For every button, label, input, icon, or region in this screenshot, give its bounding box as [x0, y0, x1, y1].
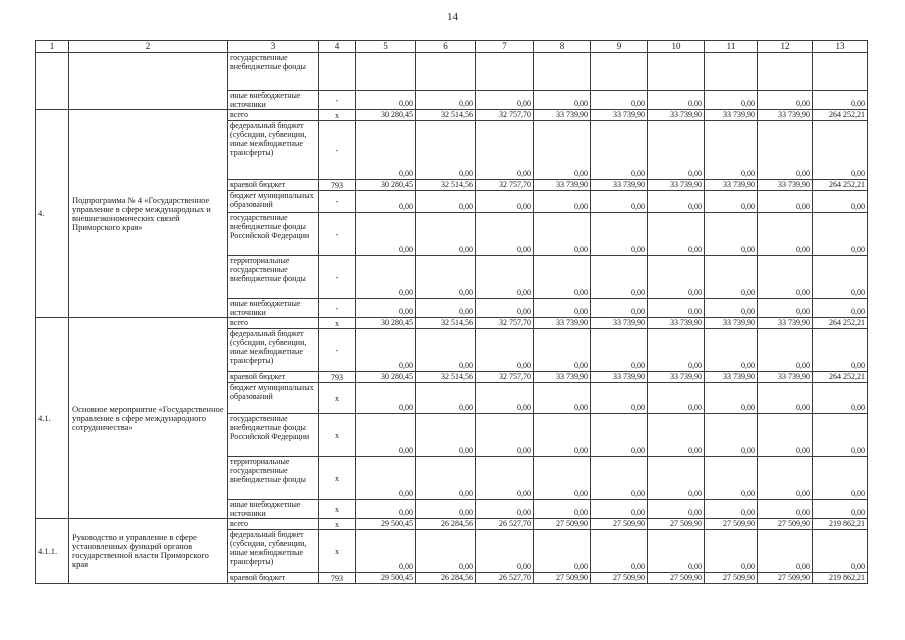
year-value: 33 739,90 [648, 180, 705, 191]
year-value: 0,00 [591, 530, 648, 573]
year-value: 30 280,45 [356, 318, 416, 329]
year-value: 0,00 [648, 91, 705, 110]
year-value: 0,00 [534, 530, 591, 573]
year-value: 0,00 [648, 500, 705, 519]
year-value: 0,00 [648, 191, 705, 213]
year-value [534, 53, 591, 91]
budget-code: x [319, 457, 356, 500]
year-value: 27 509,90 [534, 519, 591, 530]
year-value: 0,00 [758, 121, 813, 180]
year-value: 0,00 [648, 121, 705, 180]
year-value: 33 739,90 [705, 318, 758, 329]
budget-table [35, 40, 868, 584]
year-value: 0,00 [705, 91, 758, 110]
year-value: 33 739,90 [534, 110, 591, 121]
year-value: 0,00 [476, 91, 534, 110]
funding-source: территориальные государственные внебюджетные фонды [228, 256, 319, 299]
total-value: 264 252,21 [813, 180, 868, 191]
funding-source: государственные внебюджетные фонды [228, 53, 319, 91]
funding-source: краевой бюджет [228, 180, 319, 191]
item-name: Подпрограмма № 4 «Государственное управление в сфере международных и внешнеэкономических связей Приморского края» [69, 110, 228, 318]
year-value: 0,00 [648, 329, 705, 372]
year-value: 0,00 [416, 91, 476, 110]
year-value: 0,00 [416, 121, 476, 180]
year-value: 0,00 [591, 414, 648, 457]
year-value: 0,00 [356, 457, 416, 500]
year-value: 0,00 [758, 530, 813, 573]
column-number: 10 [648, 41, 705, 53]
column-number-row [36, 41, 868, 53]
year-value: 27 509,90 [534, 573, 591, 584]
column-number: 9 [591, 41, 648, 53]
year-value: 0,00 [356, 383, 416, 414]
year-value: 0,00 [416, 256, 476, 299]
year-value: 0,00 [356, 91, 416, 110]
total-value: 0,00 [813, 329, 868, 372]
year-value: 0,00 [591, 299, 648, 318]
year-value: 32 757,70 [476, 318, 534, 329]
funding-source: иные внебюджетные источники [228, 91, 319, 110]
year-value: 0,00 [648, 530, 705, 573]
column-number: 4 [319, 41, 356, 53]
column-number: 2 [69, 41, 228, 53]
year-value: 0,00 [591, 191, 648, 213]
year-value: 0,00 [476, 329, 534, 372]
year-value: 0,00 [758, 383, 813, 414]
year-value: 0,00 [591, 457, 648, 500]
item-name: Основное мероприятие «Государственное управление в сфере международного сотрудничества» [69, 318, 228, 519]
total-value: 0,00 [813, 121, 868, 180]
funding-source: государственные внебюджетные фонды Российской Федерации [228, 414, 319, 457]
year-value: 32 514,56 [416, 180, 476, 191]
year-value: 0,00 [476, 383, 534, 414]
column-number: 1 [36, 41, 69, 53]
year-value: 0,00 [534, 191, 591, 213]
year-value: 0,00 [476, 299, 534, 318]
year-value: 0,00 [534, 414, 591, 457]
year-value: 33 739,90 [705, 372, 758, 383]
year-value: 0,00 [758, 414, 813, 457]
budget-code: - [319, 299, 356, 318]
total-value: 0,00 [813, 91, 868, 110]
funding-source: краевой бюджет [228, 372, 319, 383]
funding-source: всего [228, 318, 319, 329]
year-value: 0,00 [705, 500, 758, 519]
year-value: 30 280,45 [356, 180, 416, 191]
year-value: 0,00 [758, 500, 813, 519]
total-value: 0,00 [813, 191, 868, 213]
funding-source: всего [228, 110, 319, 121]
year-value: 0,00 [591, 329, 648, 372]
year-value: 33 739,90 [705, 180, 758, 191]
year-value: 0,00 [356, 256, 416, 299]
budget-code [319, 53, 356, 91]
year-value: 33 739,90 [591, 318, 648, 329]
budget-code: - [319, 256, 356, 299]
year-value: 0,00 [705, 121, 758, 180]
year-value: 0,00 [705, 414, 758, 457]
year-value: 26 527,70 [476, 573, 534, 584]
year-value: 0,00 [416, 414, 476, 457]
year-value: 32 757,70 [476, 372, 534, 383]
year-value: 27 509,90 [758, 519, 813, 530]
year-value: 0,00 [416, 329, 476, 372]
year-value: 0,00 [758, 213, 813, 256]
year-value: 0,00 [356, 329, 416, 372]
year-value: 32 757,70 [476, 180, 534, 191]
year-value: 26 284,56 [416, 519, 476, 530]
year-value: 0,00 [476, 191, 534, 213]
column-number: 5 [356, 41, 416, 53]
year-value: 33 739,90 [648, 318, 705, 329]
year-value: 27 509,90 [648, 573, 705, 584]
year-value: 0,00 [416, 530, 476, 573]
year-value [416, 53, 476, 91]
year-value: 0,00 [705, 299, 758, 318]
year-value: 27 509,90 [705, 519, 758, 530]
year-value: 0,00 [416, 191, 476, 213]
year-value: 0,00 [591, 500, 648, 519]
year-value: 33 739,90 [758, 110, 813, 121]
year-value: 27 509,90 [648, 519, 705, 530]
total-value: 0,00 [813, 414, 868, 457]
year-value [758, 53, 813, 91]
year-value: 0,00 [534, 457, 591, 500]
funding-source: федеральный бюджет (субсидии, субвенции, иные межбюджетные трансферты) [228, 530, 319, 573]
year-value: 0,00 [648, 457, 705, 500]
item-number: 4. [36, 110, 69, 318]
year-value: 0,00 [534, 329, 591, 372]
table-row [36, 519, 868, 530]
year-value: 0,00 [534, 256, 591, 299]
budget-code: x [319, 383, 356, 414]
year-value: 0,00 [648, 256, 705, 299]
year-value: 0,00 [591, 383, 648, 414]
column-number: 13 [813, 41, 868, 53]
column-number: 8 [534, 41, 591, 53]
year-value: 33 739,90 [534, 372, 591, 383]
funding-source: иные внебюджетные источники [228, 299, 319, 318]
year-value: 0,00 [648, 383, 705, 414]
year-value: 32 514,56 [416, 110, 476, 121]
item-number: 4.1.1. [36, 519, 69, 584]
budget-code: x [319, 414, 356, 457]
year-value: 33 739,90 [648, 110, 705, 121]
year-value: 0,00 [356, 414, 416, 457]
year-value: 33 739,90 [534, 318, 591, 329]
year-value: 0,00 [758, 299, 813, 318]
year-value: 0,00 [476, 500, 534, 519]
year-value: 0,00 [648, 414, 705, 457]
year-value: 0,00 [416, 383, 476, 414]
total-value: 0,00 [813, 530, 868, 573]
year-value: 0,00 [591, 121, 648, 180]
year-value: 0,00 [705, 530, 758, 573]
total-value: 0,00 [813, 500, 868, 519]
year-value: 33 739,90 [705, 110, 758, 121]
budget-code: 793 [319, 180, 356, 191]
budget-code: x [319, 519, 356, 530]
item-number [36, 53, 69, 110]
page-number: 14 [447, 11, 458, 23]
total-value [813, 53, 868, 91]
year-value: 33 739,90 [648, 372, 705, 383]
funding-source: бюджет муниципальных образований [228, 191, 319, 213]
year-value: 0,00 [591, 256, 648, 299]
budget-code: - [319, 91, 356, 110]
year-value: 0,00 [476, 457, 534, 500]
year-value: 0,00 [476, 213, 534, 256]
item-name: Руководство и управление в сфере установленных функций органов государственной власти Приморского края [69, 519, 228, 584]
budget-code: x [319, 318, 356, 329]
funding-source: федеральный бюджет (субсидии, субвенции, иные межбюджетные трансферты) [228, 329, 319, 372]
year-value: 33 739,90 [758, 318, 813, 329]
budget-code: x [319, 110, 356, 121]
column-number: 12 [758, 41, 813, 53]
funding-source: территориальные государственные внебюджетные фонды [228, 457, 319, 500]
year-value [705, 53, 758, 91]
year-value [648, 53, 705, 91]
funding-source: иные внебюджетные источники [228, 500, 319, 519]
year-value: 0,00 [416, 213, 476, 256]
funding-source: федеральный бюджет (субсидии, субвенции, иные межбюджетные трансферты) [228, 121, 319, 180]
year-value: 27 509,90 [705, 573, 758, 584]
year-value: 0,00 [476, 530, 534, 573]
year-value: 0,00 [534, 383, 591, 414]
year-value: 33 739,90 [758, 372, 813, 383]
year-value: 29 500,45 [356, 573, 416, 584]
year-value [356, 53, 416, 91]
item-name [69, 53, 228, 110]
column-number: 11 [705, 41, 758, 53]
total-value: 0,00 [813, 213, 868, 256]
total-value: 0,00 [813, 383, 868, 414]
year-value: 27 509,90 [591, 573, 648, 584]
year-value: 32 757,70 [476, 110, 534, 121]
year-value: 0,00 [416, 500, 476, 519]
year-value: 0,00 [356, 299, 416, 318]
year-value: 0,00 [356, 530, 416, 573]
year-value: 0,00 [591, 213, 648, 256]
year-value: 26 527,70 [476, 519, 534, 530]
year-value: 0,00 [416, 457, 476, 500]
total-value: 264 252,21 [813, 110, 868, 121]
year-value: 0,00 [758, 91, 813, 110]
year-value: 0,00 [534, 500, 591, 519]
budget-code: - [319, 329, 356, 372]
year-value: 0,00 [534, 213, 591, 256]
year-value: 0,00 [758, 191, 813, 213]
budget-code: - [319, 213, 356, 256]
year-value: 0,00 [705, 457, 758, 500]
funding-source: краевой бюджет [228, 573, 319, 584]
table-row [36, 318, 868, 329]
year-value: 29 500,45 [356, 519, 416, 530]
budget-code: x [319, 500, 356, 519]
table-row [36, 110, 868, 121]
year-value: 33 739,90 [591, 180, 648, 191]
year-value: 26 284,56 [416, 573, 476, 584]
budget-code: x [319, 530, 356, 573]
column-number: 6 [416, 41, 476, 53]
year-value: 33 739,90 [534, 180, 591, 191]
year-value: 0,00 [534, 299, 591, 318]
item-number: 4.1. [36, 318, 69, 519]
year-value: 0,00 [534, 91, 591, 110]
year-value [591, 53, 648, 91]
total-value: 0,00 [813, 299, 868, 318]
funding-source: бюджет муниципальных образований [228, 383, 319, 414]
year-value: 0,00 [476, 256, 534, 299]
year-value: 0,00 [705, 256, 758, 299]
year-value: 0,00 [591, 91, 648, 110]
year-value: 0,00 [476, 414, 534, 457]
year-value: 30 280,45 [356, 110, 416, 121]
year-value: 33 739,90 [591, 110, 648, 121]
column-number: 3 [228, 41, 319, 53]
year-value [476, 53, 534, 91]
budget-code: 793 [319, 372, 356, 383]
total-value: 219 862,21 [813, 573, 868, 584]
total-value: 264 252,21 [813, 372, 868, 383]
year-value: 0,00 [534, 121, 591, 180]
total-value: 0,00 [813, 256, 868, 299]
year-value: 0,00 [356, 121, 416, 180]
year-value: 0,00 [758, 329, 813, 372]
year-value: 27 509,90 [758, 573, 813, 584]
year-value: 30 280,45 [356, 372, 416, 383]
funding-source: государственные внебюджетные фонды Российской Федерации [228, 213, 319, 256]
total-value: 264 252,21 [813, 318, 868, 329]
budget-code: - [319, 191, 356, 213]
year-value: 0,00 [705, 383, 758, 414]
year-value: 0,00 [648, 213, 705, 256]
year-value: 0,00 [356, 213, 416, 256]
year-value: 0,00 [758, 457, 813, 500]
year-value: 0,00 [476, 121, 534, 180]
year-value: 32 514,56 [416, 372, 476, 383]
column-number: 7 [476, 41, 534, 53]
year-value: 33 739,90 [591, 372, 648, 383]
year-value: 33 739,90 [758, 180, 813, 191]
year-value: 0,00 [758, 256, 813, 299]
year-value: 27 509,90 [591, 519, 648, 530]
year-value: 0,00 [705, 213, 758, 256]
year-value: 0,00 [705, 329, 758, 372]
year-value: 32 514,56 [416, 318, 476, 329]
year-value: 0,00 [648, 299, 705, 318]
total-value: 219 862,21 [813, 519, 868, 530]
budget-code: 793 [319, 573, 356, 584]
budget-code: - [319, 121, 356, 180]
year-value: 0,00 [416, 299, 476, 318]
year-value: 0,00 [356, 500, 416, 519]
funding-source: всего [228, 519, 319, 530]
year-value: 0,00 [356, 191, 416, 213]
total-value: 0,00 [813, 457, 868, 500]
table-row [36, 53, 868, 91]
year-value: 0,00 [705, 191, 758, 213]
